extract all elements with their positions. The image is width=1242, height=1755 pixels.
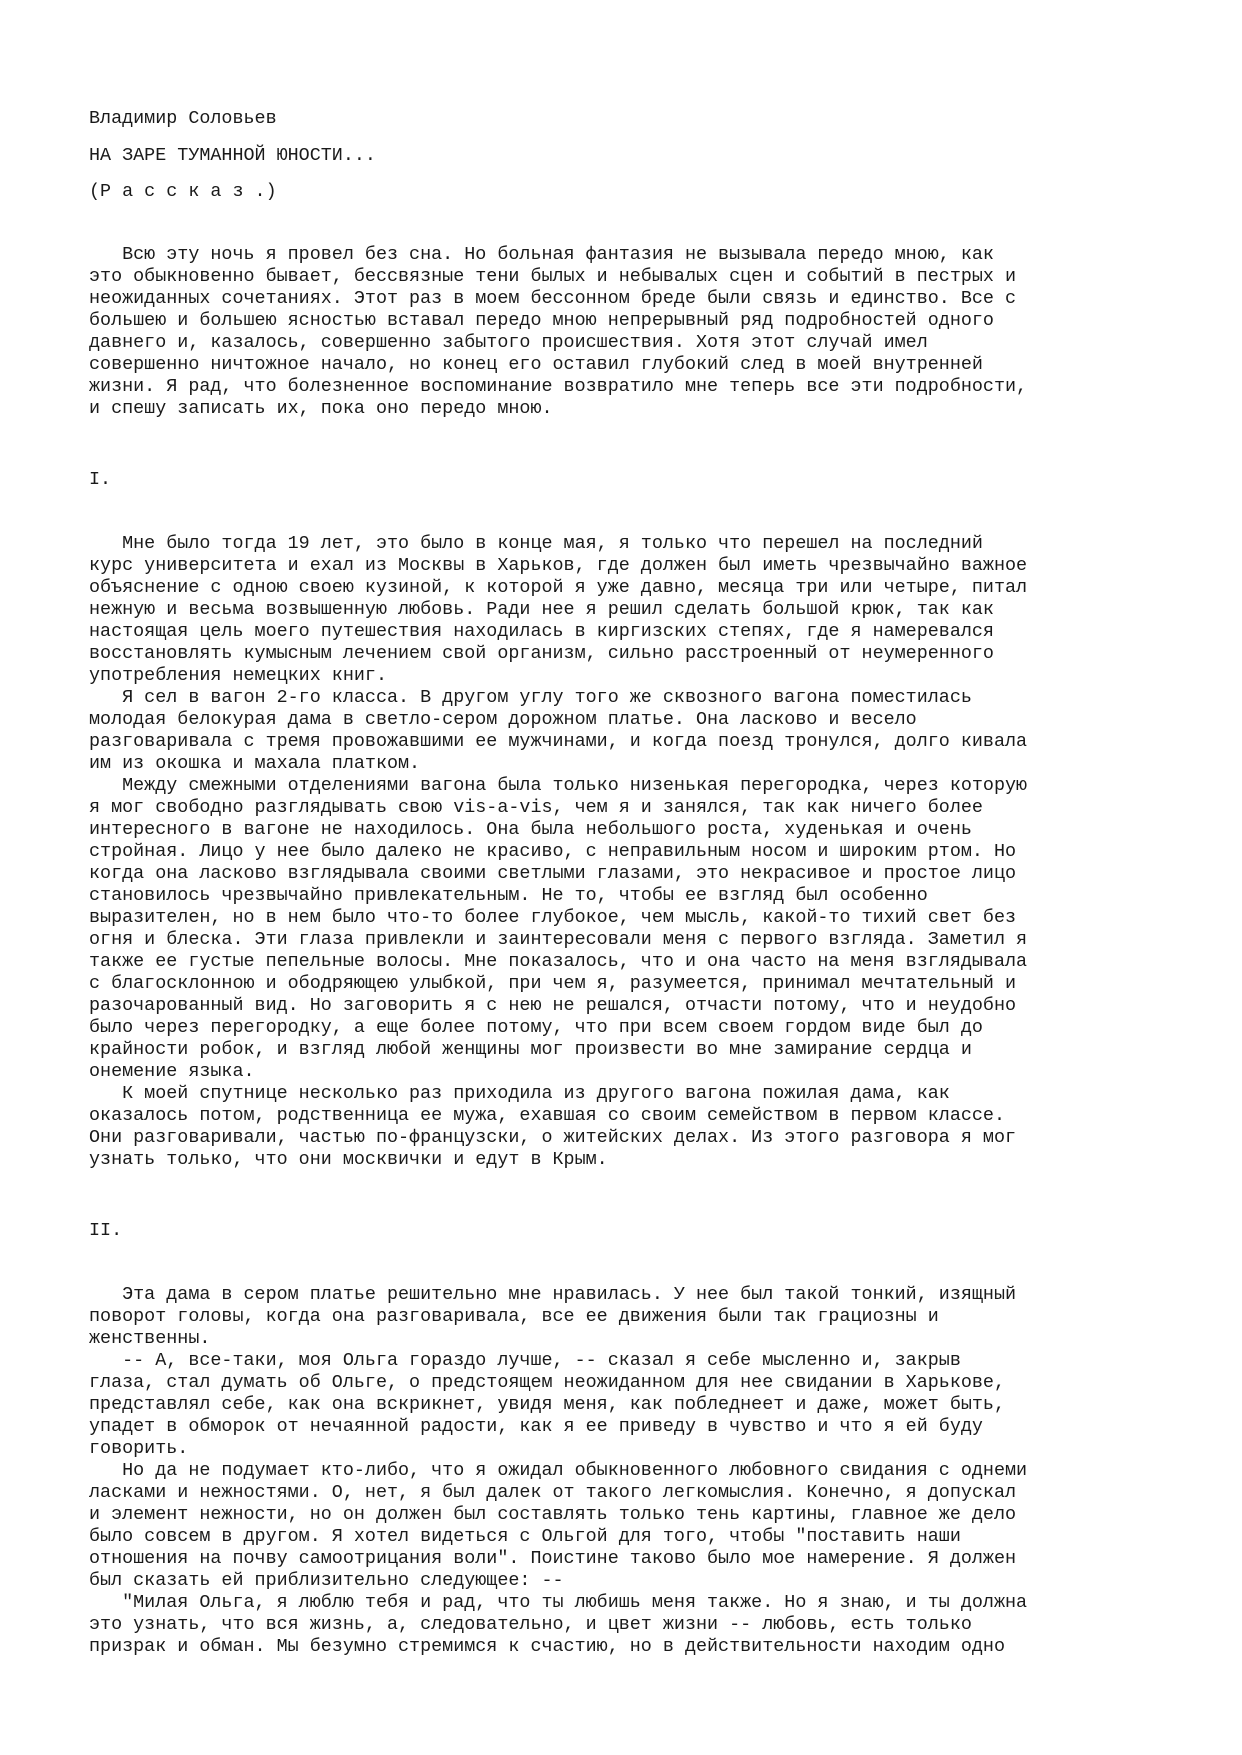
text-line: я мог свободно разглядывать свою vis-a-vis, чем я и занялся, так как ничего более	[89, 797, 983, 818]
text-line: поворот головы, когда она разговаривала, все ее движения были так грациозны и	[89, 1306, 939, 1327]
story-subtitle: (Р а с с к а з .)	[89, 181, 277, 202]
text-line: это обыкновенно бывает, бессвязные тени былых и небывалых сцен и событий в пестрых и	[89, 266, 1017, 287]
text-line: им из окошка и махала платком.	[89, 753, 421, 774]
text-line: разочарованный вид. Но заговорить я с нею не решался, отчасти потому, что и неудобно	[89, 995, 1017, 1016]
text-line: -- А, все-таки, моя Ольга гораздо лучше, -- сказал я себе мысленно и, закрыв	[89, 1350, 961, 1371]
text-line: Но да не подумает кто-либо, что я ожидал обыкновенного любовного свидания с однеми	[89, 1460, 1028, 1481]
text-line: нежную и весьма возвышенную любовь. Ради нее я решил сделать большой крюк, так как	[89, 599, 994, 620]
text-line: употребления немецких книг.	[89, 665, 387, 686]
text-line: молодая белокурая дама в светло-сером дорожном платье. Она ласково и весело	[89, 709, 917, 730]
text-line: и спешу записать их, пока оно передо мною.	[89, 398, 553, 419]
text-line: большею и большею ясностью вставал передо мною непрерывный ряд подробностей одного	[89, 310, 994, 331]
text-line: настоящая цель моего путешествия находилась в киргизских степях, где я намеревался	[89, 621, 994, 642]
text-line: женственны.	[89, 1328, 211, 1349]
text-line: Эта дама в сером платье решительно мне нравилась. У нее был такой тонкий, изящный	[89, 1284, 1017, 1305]
text-line: восстановлять кумысным лечением свой организм, сильно расстроенный от неумеренного	[89, 643, 994, 664]
text-line: глаза, стал думать об Ольге, о предстоящем неожиданном для нее свидании в Харькове,	[89, 1372, 1006, 1393]
text-line: становилось чрезвычайно привлекательным. Не то, чтобы ее взгляд был особенно	[89, 885, 928, 906]
text-line: оказалось потом, родственница ее мужа, ехавшая со своим семейством в первом классе.	[89, 1105, 1006, 1126]
text-line: ласками и нежностями. О, нет, я был далек от такого легкомыслия. Конечно, я допускал	[89, 1482, 1017, 1503]
chapter-heading-1: I.	[89, 469, 112, 490]
text-line: призрак и обман. Мы безумно стремимся к счастию, но в действительности находим одно	[89, 1636, 1006, 1657]
text-line: также ее густые пепельные волосы. Мне показалось, что и она часто на меня взглядывала	[89, 951, 1028, 972]
text-line: "Милая Ольга, я люблю тебя и рад, что ты любишь меня также. Но я знаю, и ты должна	[89, 1592, 1028, 1613]
text-line: огня и блеска. Эти глаза привлекли и заинтересовали меня с первого взгляда. Заметил я	[89, 929, 1028, 950]
text-line: с благосклонною и ободряющею улыбкой, при чем я, разумеется, принимал мечтательный и	[89, 973, 1017, 994]
chapter-heading-2: II.	[89, 1220, 123, 1241]
text-line: курс университета и ехал из Москвы в Харьков, где должен был иметь чрезвычайно важное	[89, 555, 1028, 576]
text-line: интересного в вагоне не находилось. Она была небольшого роста, худенькая и очень	[89, 819, 972, 840]
text-line: Они разговаривали, частью по-французски, о житейских делах. Из этого разговора я мог	[89, 1127, 1017, 1148]
text-line: представлял себе, как она вскрикнет, увидя меня, как побледнеет и даже, может быть,	[89, 1394, 1006, 1415]
text-line: неожиданных сочетаниях. Этот раз в моем бессонном бреде были связь и единство. Все с	[89, 288, 1017, 309]
text-line: и элемент нежности, но он должен был составлять только тень картины, главное же дело	[89, 1504, 1017, 1525]
text-line: жизни. Я рад, что болезненное воспоминание возвратило мне теперь все эти подробности,	[89, 376, 1028, 397]
text-line: отношения на почву самоотрицания воли". Поистине таково было мое намерение. Я должен	[89, 1548, 1017, 1569]
text-line: крайности робок, и взгляд любой женщины мог произвести во мне замирание сердца и	[89, 1039, 972, 1060]
author-name: Владимир Соловьев	[89, 108, 277, 129]
text-line: совершенно ничтожное начало, но конец его оставил глубокий след в моей внутренней	[89, 354, 983, 375]
text-line: К моей спутнице несколько раз приходила из другого вагона пожилая дама, как	[89, 1083, 950, 1104]
text-line: Я сел в вагон 2-го класса. В другом углу того же сквозного вагона поместилась	[89, 687, 972, 708]
text-line: было через перегородку, а еще более потому, что при всем своем гордом виде был до	[89, 1017, 983, 1038]
text-line: был сказать ей приблизительно следующее: --	[89, 1570, 564, 1591]
text-line: разговаривала с тремя провожавшими ее мужчинами, и когда поезд тронулся, долго кивала	[89, 731, 1028, 752]
text-line: упадет в обморок от нечаянной радости, как я ее приведу в чувство и что я ей буду	[89, 1416, 983, 1437]
text-line: стройная. Лицо у нее было далеко не красиво, с неправильным носом и широким ртом. Но	[89, 841, 1017, 862]
text-line: давнего и, казалось, совершенно забытого происшествия. Хотя этот случай имел	[89, 332, 928, 353]
text-line: Всю эту ночь я провел без сна. Но больная фантазия не вызывала передо мною, как	[89, 244, 994, 265]
text-line: когда она ласково взглядывала своими светлыми глазами, это некрасивое и простое лицо	[89, 863, 1017, 884]
text-line: Между смежными отделениями вагона была только низенькая перегородка, через которую	[89, 775, 1028, 796]
text-line: было совсем в другом. Я хотел видеться с Ольгой для того, чтобы "поставить наши	[89, 1526, 961, 1547]
text-line: Мне было тогда 19 лет, это было в конце мая, я только что перешел на последний	[89, 533, 983, 554]
story-title: НА ЗАРЕ ТУМАННОЙ ЮНОСТИ...	[89, 145, 376, 166]
text-line: выразителен, но в нем было что-то более глубокое, чем мысль, какой-то тихий свет без	[89, 907, 1017, 928]
text-line: говорить.	[89, 1438, 189, 1459]
text-line: объяснение с одною своею кузиной, к которой я уже давно, месяца три или четыре, питал	[89, 577, 1028, 598]
text-line: это узнать, что вся жизнь, а, следовательно, и цвет жизни -- любовь, есть только	[89, 1614, 972, 1635]
text-line: узнать только, что они москвички и едут в Крым.	[89, 1149, 608, 1170]
text-line: онемение языка.	[89, 1061, 255, 1082]
